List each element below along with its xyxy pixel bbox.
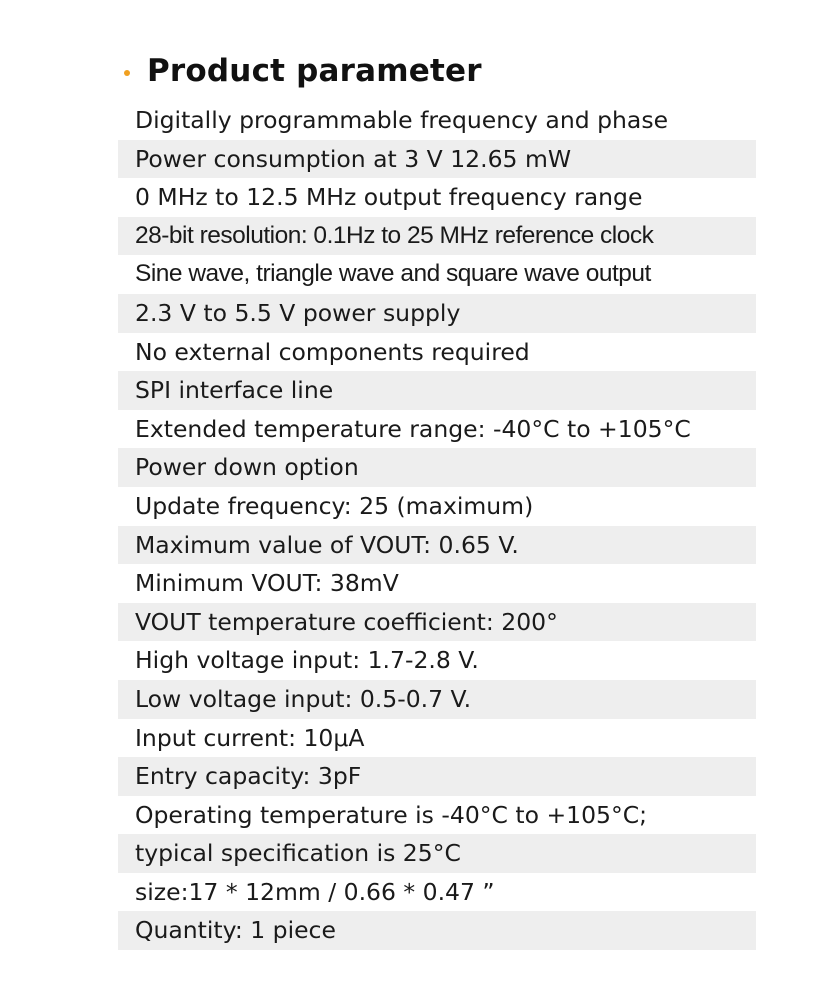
spec-row-typical-specification: typical specification is 25°C: [118, 834, 756, 873]
spec-row-spi-interface: SPI interface line: [118, 371, 756, 410]
spec-row-input-current: Input current: 10μA: [135, 723, 365, 752]
spec-row-entry-capacity: Entry capacity: 3pF: [118, 757, 756, 796]
spec-row-digital-programmable: Digitally programmable frequency and phase: [135, 106, 669, 134]
spec-row-vout-min: Minimum VOUT: 38mV: [135, 569, 399, 598]
spec-row-low-voltage-input: Low voltage input: 0.5-0.7 V.: [118, 680, 756, 719]
spec-row-resolution: 28-bit resolution: 0.1Hz to 25 MHz reference clock: [118, 217, 756, 256]
section-title: Product parameter: [147, 53, 482, 89]
spec-row-extended-temperature: Extended temperature range: -40°C to +105°C: [135, 414, 691, 443]
spec-row-no-external-components: No external components required: [135, 337, 530, 366]
spec-row-power-supply: 2.3 V to 5.5 V power supply: [118, 294, 756, 333]
spec-row-size: size:17 * 12mm / 0.66 * 0.47 ”: [135, 877, 495, 906]
spec-row-vout-temp-coefficient: VOUT temperature coefficient: 200°: [118, 603, 756, 642]
section-header: [124, 46, 482, 96]
spec-row-quantity: Quantity: 1 piece: [118, 911, 756, 950]
spec-row-output-frequency-range: 0 MHz to 12.5 MHz output frequency range: [135, 183, 643, 212]
spec-row-power-down: Power down option: [118, 448, 756, 487]
spec-row-update-frequency: Update frequency: 25 (maximum): [135, 491, 534, 520]
bullet-dot-icon: [124, 70, 130, 76]
spec-row-waveform-output: Sine wave, triangle wave and square wave output: [135, 260, 651, 288]
spec-list: [118, 101, 756, 950]
spec-row-operating-temperature: Operating temperature is -40°C to +105°C;: [135, 800, 648, 829]
spec-row-high-voltage-input: High voltage input: 1.7-2.8 V.: [135, 646, 479, 675]
spec-row-vout-max: Maximum value of VOUT: 0.65 V.: [118, 526, 756, 565]
spec-row-power-consumption: Power consumption at 3 V 12.65 mW: [118, 140, 756, 179]
